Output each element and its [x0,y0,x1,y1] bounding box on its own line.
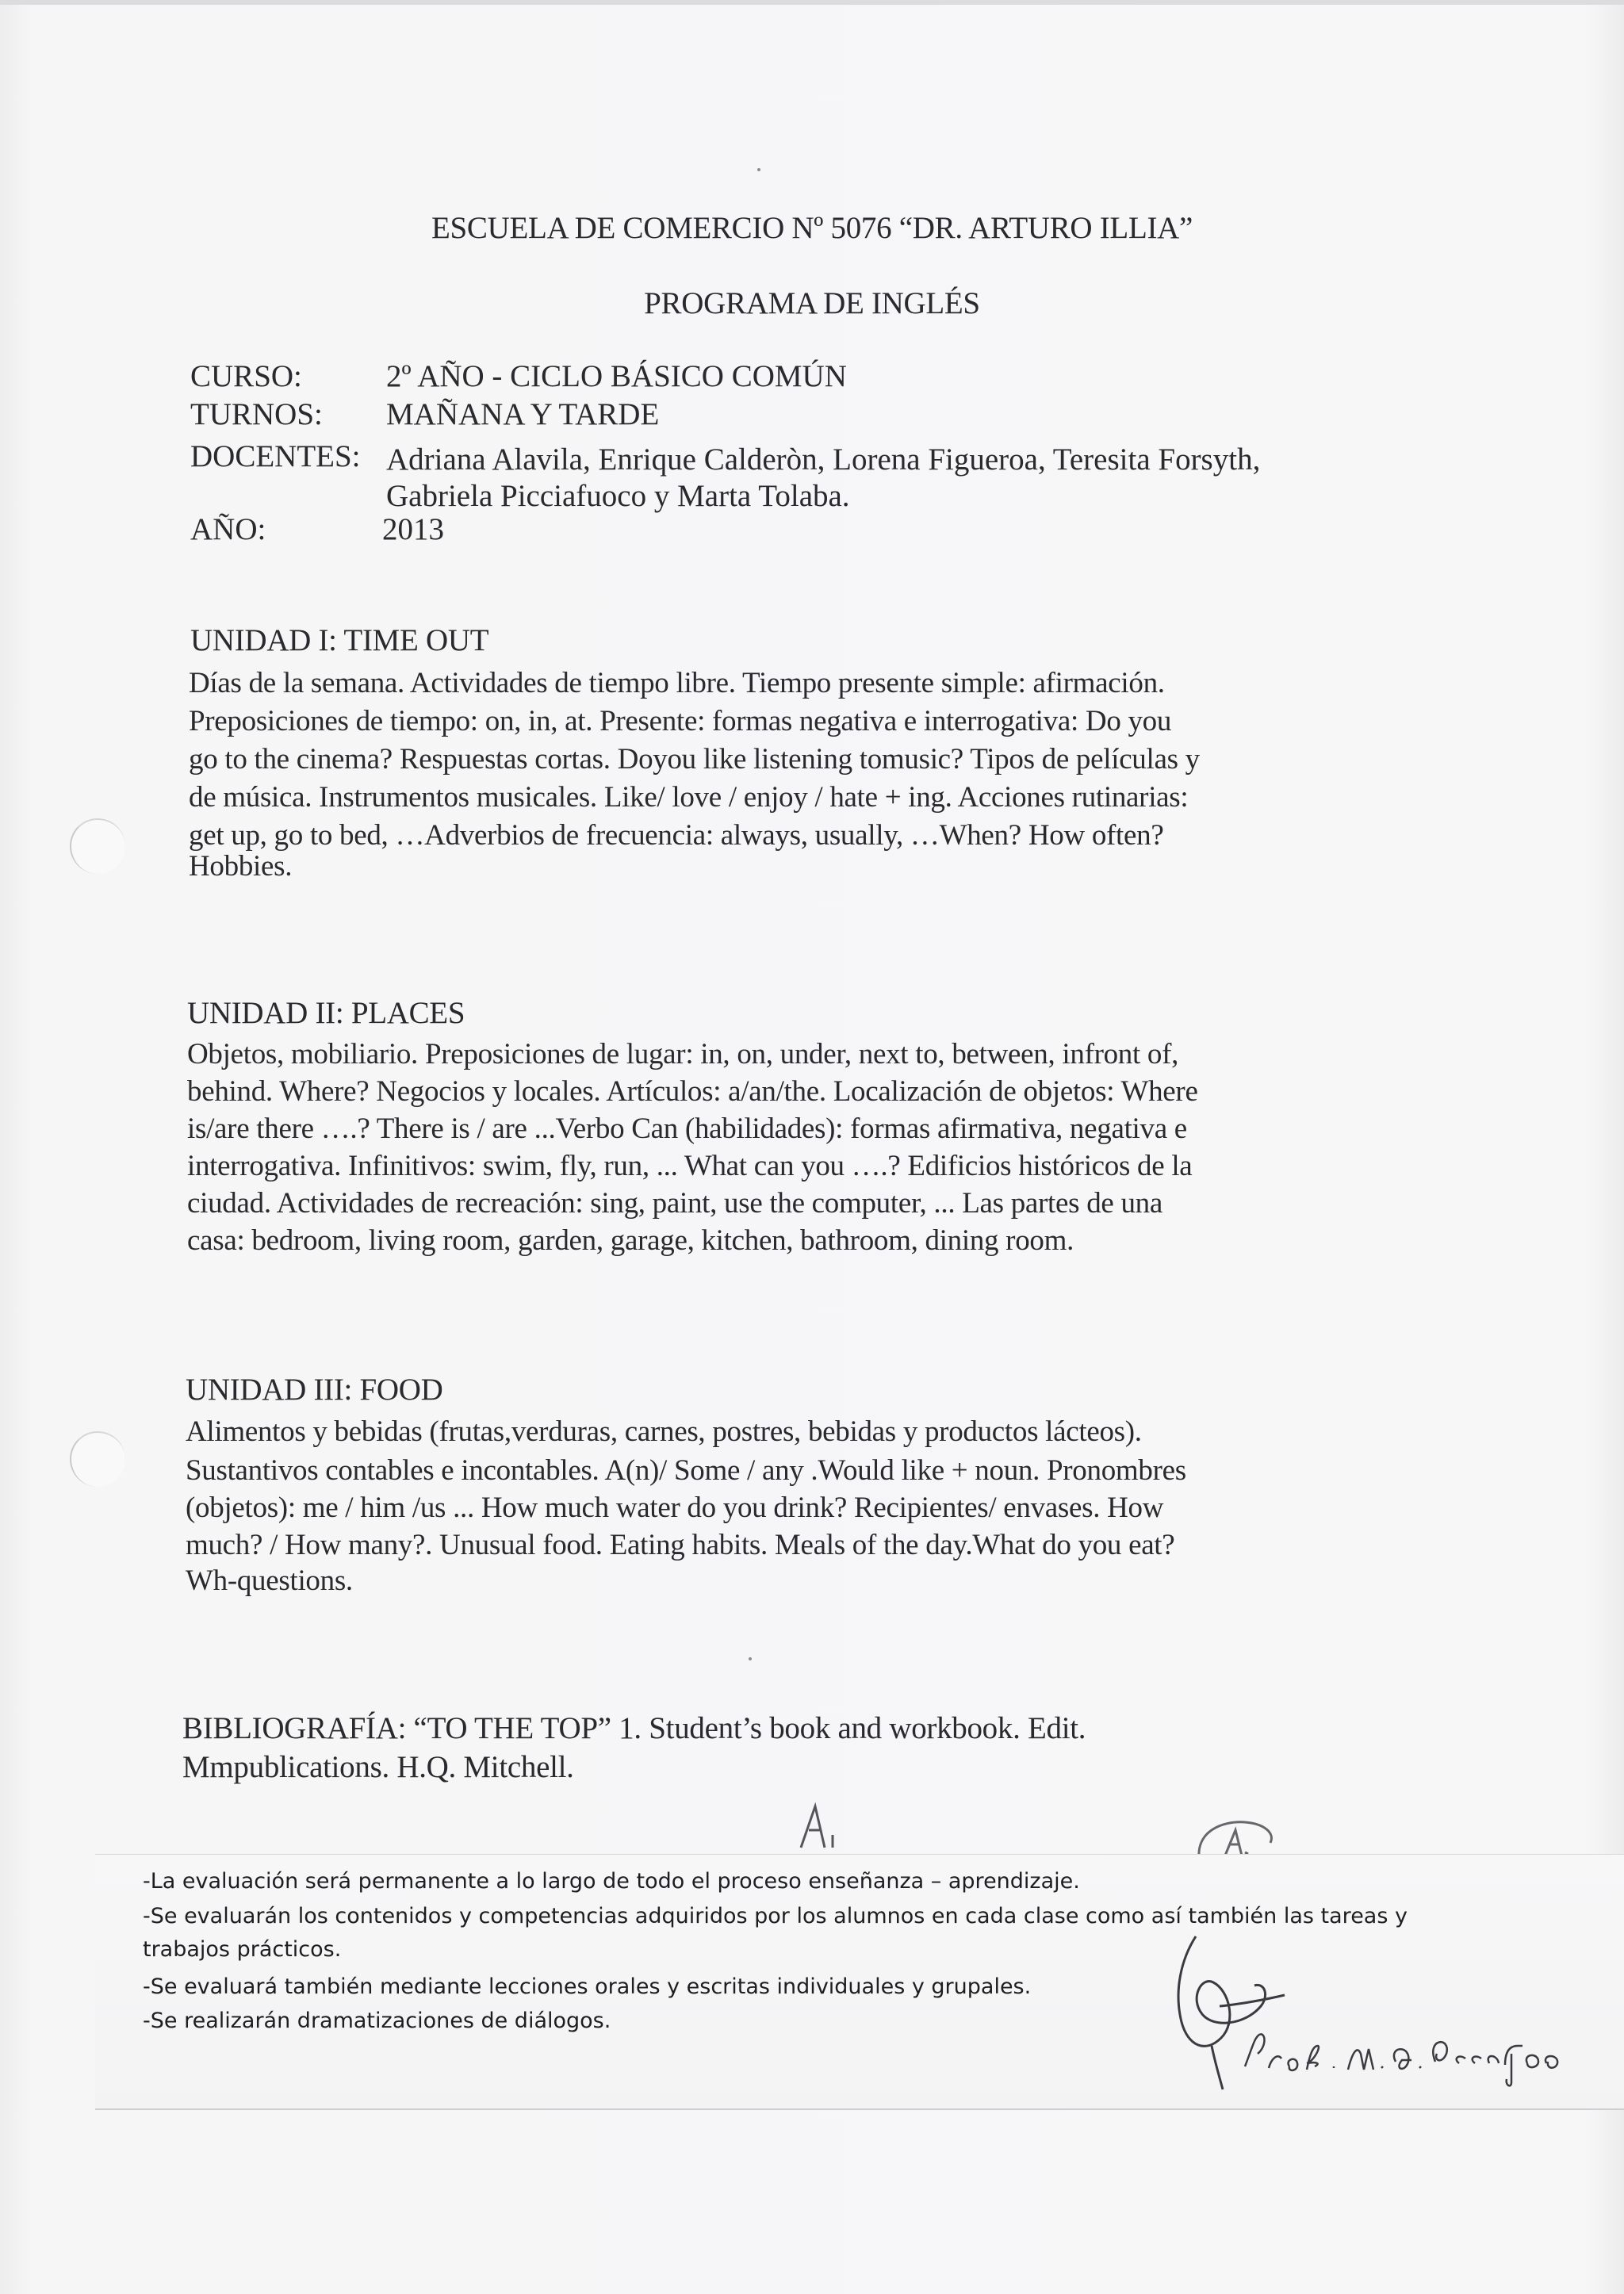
signature [1126,1927,1570,2101]
unit-2-title: UNIDAD II: PLACES [187,996,465,1030]
program-title: PROGRAMA DE INGLÉS [644,286,980,320]
school-title: ESCUELA DE COMERCIO Nº 5076 “DR. ARTURO ILLIA” [431,211,1193,245]
anio-label: AÑO: [190,512,266,546]
unit-2-line: Objetos, mobiliario. Preposiciones de lugar: in, on, under, next to, between, infront of, [187,1038,1179,1070]
unit-3-line: much? / How many?. Unusual food. Eating habits. Meals of the day.What do you eat? [186,1529,1175,1561]
unit-1-title: UNIDAD I: TIME OUT [190,623,489,657]
unit-1-line: Hobbies. [189,850,293,883]
turnos-label: TURNOS: [190,397,323,431]
unit-3-line: Alimentos y bebidas (frutas,verduras, carnes, postres, bebidas y productos lácteos). [186,1415,1142,1448]
note-line: -Se evaluarán los contenidos y competencias adquiridos por los alumnos en cada clase como así también las tareas y [143,1904,1408,1928]
bibliography-line-2: Mmpublications. H.Q. Mitchell. [182,1750,574,1784]
speck [749,1657,752,1660]
unit-2-line: ciudad. Actividades de recreación: sing, paint, use the computer, ... Las partes de una [187,1187,1162,1220]
note-line: -Se realizarán dramatizaciones de diálogos. [143,2009,611,2033]
note-line: -La evaluación será permanente a lo largo de todo el proceso enseñanza – aprendizaje. [143,1869,1080,1894]
anio-value: 2013 [382,512,444,546]
unit-3-line: Wh-questions. [186,1564,353,1597]
unit-2-line: behind. Where? Negocios y locales. Artículos: a/an/the. Localización de objetos: Where [187,1075,1198,1108]
docentes-line-1: Adriana Alavila, Enrique Calderòn, Lorena Figueroa, Teresita Forsyth, [386,442,1261,477]
unit-3-line: Sustantivos contables e incontables. A(n)/ Some / any .Would like + noun. Pronombres [186,1454,1186,1487]
note-line: -Se evaluará también mediante lecciones orales y escritas individuales y grupales. [143,1974,1032,1999]
punch-hole-bottom [70,1431,125,1487]
unit-1-line: go to the cinema? Respuestas cortas. Doyou like listening tomusic? Tipos de películas y [189,743,1200,776]
punch-hole-top [70,818,125,874]
bibliography-line-1: BIBLIOGRAFÍA: “TO THE TOP” 1. Student’s book and workbook. Edit. [182,1711,1086,1745]
docentes-label: DOCENTES: [190,439,361,473]
unit-2-line: interrogativa. Infinitivos: swim, fly, run, ... What can you ….? Edificios históricos de la [187,1150,1193,1182]
page-top-edge [0,0,1624,5]
unit-3-title: UNIDAD III: FOOD [186,1373,443,1407]
turnos-value: MAÑANA Y TARDE [386,397,660,431]
note-line: trabajos prácticos. [143,1937,342,1962]
unit-3-line: (objetos): me / him /us ... How much water do you drink? Recipientes/ envases. How [186,1492,1164,1524]
handwritten-mark-a [793,1798,841,1854]
curso-value: 2º AÑO - CICLO BÁSICO COMÚN [386,359,847,393]
unit-2-line: is/are there ….? There is / are ...Verbo Can (habilidades): formas afirmativa, negativa e [187,1113,1187,1145]
unit-1-line: Días de la semana. Actividades de tiempo libre. Tiempo presente simple: afirmación. [189,667,1165,699]
unit-1-line: get up, go to bed, …Adverbios de frecuencia: always, usually, …When? How often? [189,819,1164,852]
docentes-line-2: Gabriela Picciafuoco y Marta Tolaba. [386,479,850,513]
speck [757,168,760,171]
unit-1-line: Preposiciones de tiempo: on, in, at. Presente: formas negativa e interrogativa: Do you [189,705,1172,737]
unit-2-line: casa: bedroom, living room, garden, garage, kitchen, bathroom, dining room. [187,1224,1074,1257]
unit-1-line: de música. Instrumentos musicales. Like/ love / enjoy / hate + ing. Acciones rutinarias: [189,781,1189,814]
curso-label: CURSO: [190,359,302,393]
